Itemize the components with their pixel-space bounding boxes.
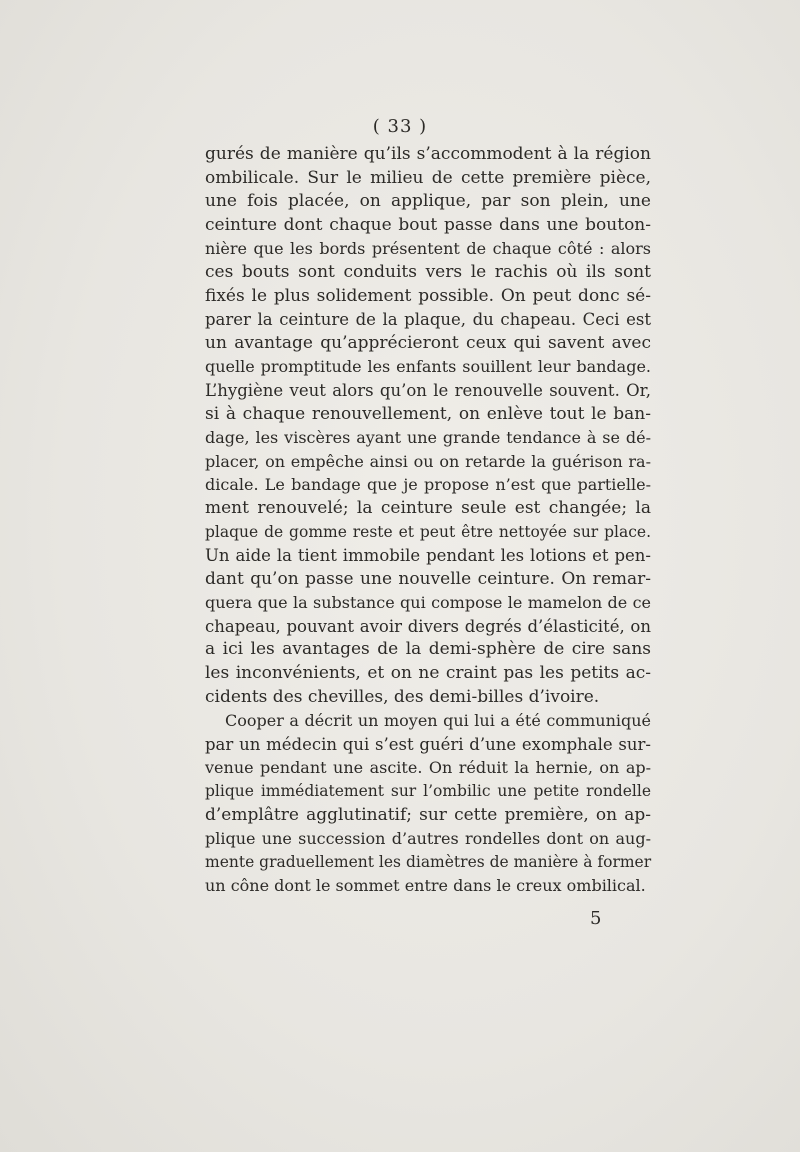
text-line: a ici les avantages de la demi-sphère de cire sans — [205, 639, 651, 660]
text-line: venue pendant une ascite. On réduit la hernie, on ap- — [205, 758, 651, 778]
text-line: placer, on empêche ainsi ou on retarde la guérison ra- — [205, 451, 651, 471]
text-line: chapeau, pouvant avoir divers degrés d’élasticité, on — [205, 616, 651, 636]
text-line: dage, les viscères ayant une grande tendance à se dé- — [205, 428, 651, 448]
text-line: les inconvénients, et on ne craint pas les petits ac- — [205, 663, 651, 684]
signature-mark: 5 — [590, 908, 602, 929]
paragraph-2 — [205, 709, 651, 898]
text-line: dicale. Le bandage que je propose n’est que partielle- — [205, 475, 651, 495]
text-line: une fois placée, on applique, par son plein, une — [205, 191, 651, 212]
text-line: ment renouvelé; la ceinture seule est changée; la — [205, 497, 651, 518]
paragraph-1 — [205, 143, 651, 709]
text-line: par un médecin qui s’est guéri d’une exomphale sur- — [205, 734, 651, 754]
text-line: cidents des chevilles, des demi-billes d’ivoire. — [205, 686, 600, 707]
body-text — [205, 143, 651, 898]
text-line: plaque de gomme reste et peut être nettoyée sur place. — [205, 522, 651, 541]
page-number: ( 33 ) — [372, 116, 428, 137]
text-line: Un aide la tient immobile pendant les lotions et pen- — [205, 546, 651, 566]
text-line: parer la ceinture de la plaque, du chapeau. Ceci est — [205, 310, 651, 330]
text-line: plique immédiatement sur l’ombilic une petite rondelle — [205, 782, 651, 801]
text-line: plique une succession d’autres rondelles dont on aug- — [205, 829, 651, 849]
text-line: un avantage qu’apprécieront ceux qui savent avec — [205, 332, 651, 353]
text-line: gurés de manière qu’ils s’accommodent à la région — [205, 144, 651, 164]
text-line: ces bouts sont conduits vers le rachis où ils sont — [205, 261, 651, 282]
text-line: un cône dont le sommet entre dans le creux ombilical. — [205, 876, 646, 896]
text-line: Cooper a décrit un moyen qui lui a été communiqué — [225, 711, 651, 731]
text-line: dant qu’on passe une nouvelle ceinture. On remar- — [205, 568, 651, 589]
text-line: L’hygiène veut alors qu’on le renouvelle souvent. Or, — [205, 380, 651, 400]
text-line: fixés le plus solidement possible. On peut donc sé- — [205, 285, 651, 306]
text-line: si à chaque renouvellement, on enlève tout le ban- — [205, 403, 651, 424]
text-line: d’emplâtre agglutinatif; sur cette première, on ap- — [205, 804, 651, 825]
text-line: ceinture dont chaque bout passe dans une bouton- — [205, 214, 651, 235]
text-line: mente graduellement les diamètres de manière à former — [205, 852, 652, 871]
text-line: ombilicale. Sur le milieu de cette première pièce, — [205, 167, 651, 188]
text-line: quelle promptitude les enfants souillent leur bandage. — [205, 357, 651, 377]
text-line: nière que les bords présentent de chaque côté : alors — [205, 239, 651, 259]
text-line: quera que la substance qui compose le mamelon de ce — [205, 593, 651, 613]
